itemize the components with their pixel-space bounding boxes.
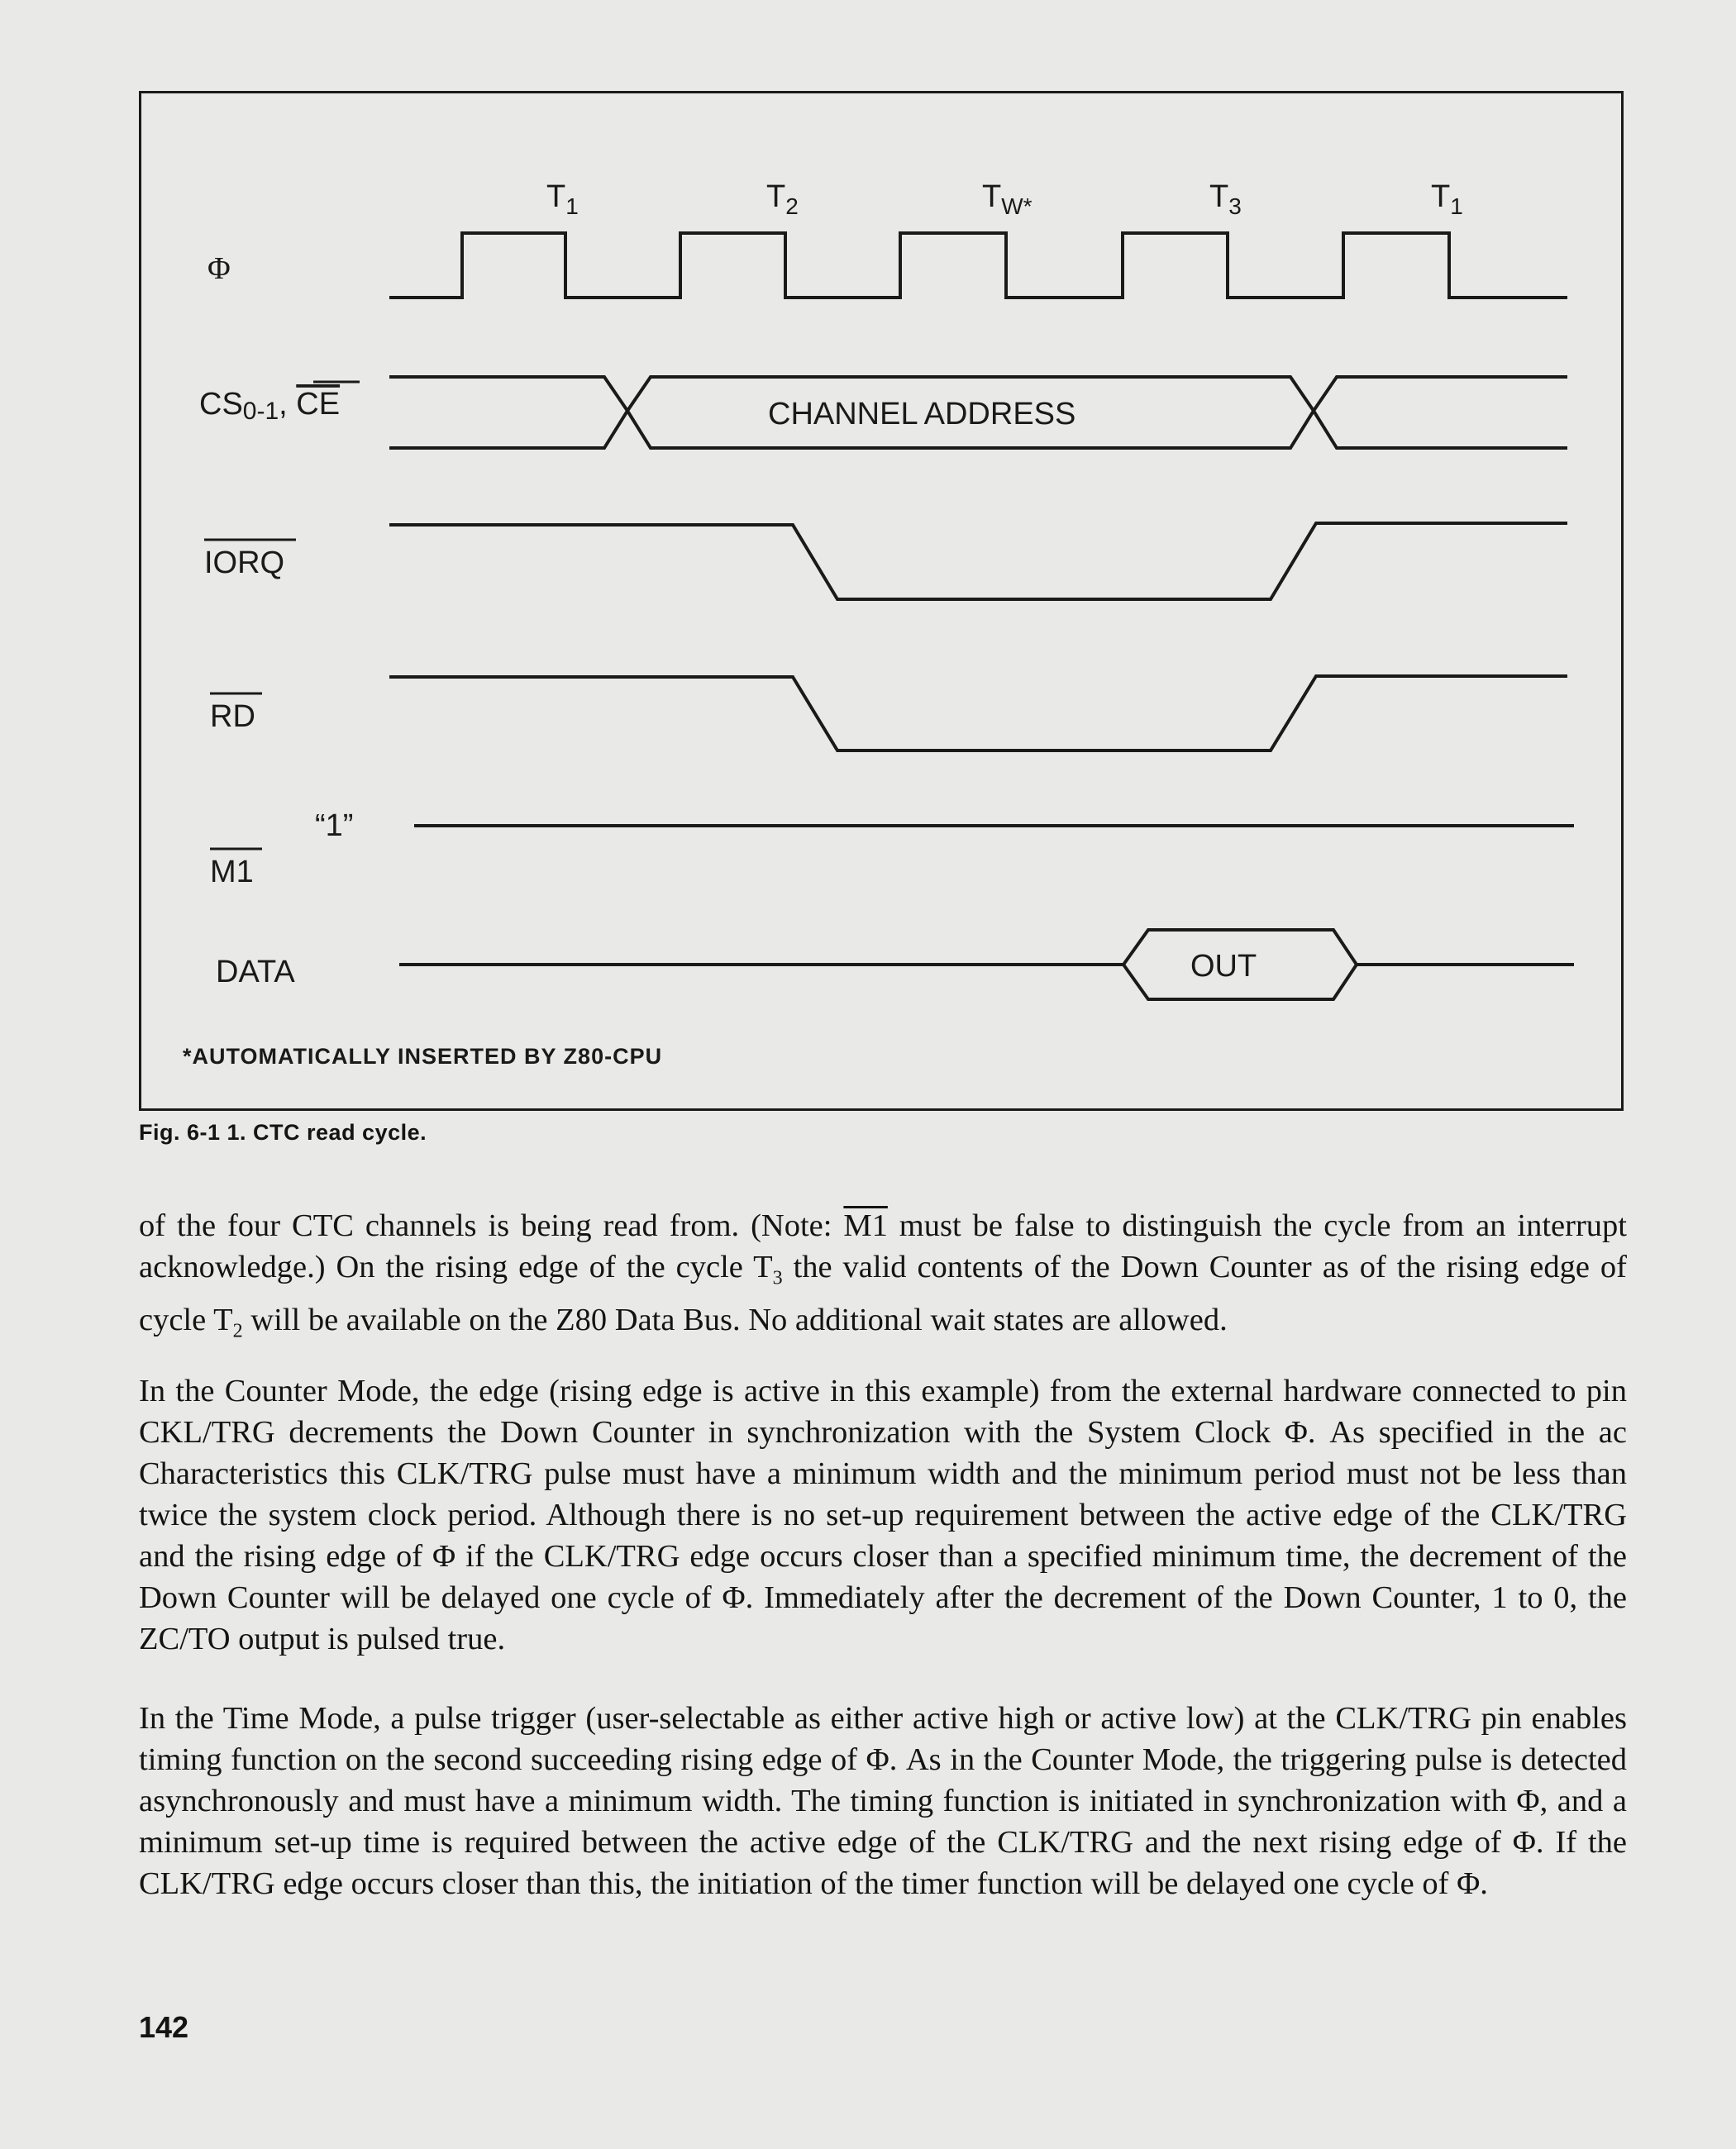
channel-address-label: CHANNEL ADDRESS	[768, 397, 1076, 431]
clock-label-t3: $T_3$	[1209, 179, 1242, 219]
page-number: 142	[139, 2010, 189, 2044]
m1-inline: M1	[843, 1208, 888, 1243]
clock-waveform	[389, 233, 1567, 298]
signal-label-m1: M1	[210, 855, 254, 889]
m1-level-label: “1”	[315, 808, 354, 843]
data-waveform	[399, 930, 1574, 965]
rd-waveform	[389, 676, 1567, 750]
clock-label-t1: $T_1$	[546, 179, 579, 219]
signal-label-cs-ce: CS0-1, CE	[199, 387, 341, 425]
clock-label-t2: $T_2$	[766, 179, 799, 219]
iorq-waveform	[389, 523, 1567, 599]
footnote: *AUTOMATICALLY INSERTED BY Z80-CPU	[183, 1044, 663, 1069]
clock-label-t1-next: $T_1$	[1431, 179, 1463, 219]
signal-label-iorq: IORQ	[204, 546, 285, 580]
body-paragraph-2: In the Counter Mode, the edge (rising edge is active in this example) from the external hardware connected to pin CKL/TRG decrements the Down Counter in synchronization with the System Clock Φ. As specified in the ac Characteristics this CLK/TRG pulse must have a minimum width and the minimum period must not be less than twice the system clock period. Although there is no set-up requirement between the active edge of the CLK/TRG and the rising edge of Φ if the CLK/TRG edge occurs closer than a specified minimum time, the decrement of the Down Counter will be delayed one cycle of Φ. Immediately after the decrement of the Down Counter, 1 to 0, the ZC/TO output is pulsed true.	[139, 1374, 1627, 1656]
figure-caption: Fig. 6-1 1. CTC read cycle.	[139, 1120, 427, 1145]
body-paragraph-3: In the Time Mode, a pulse trigger (user-selectable as either active high or active low) at the CLK/TRG pin enables timing function on the second succeeding rising edge of Φ. As in the Counter Mode, the triggering pulse is detected asynchronously and must have a minimum width. The timing function is initiated in synchronization with Φ, and a minimum set-up time is required between the active edge of the CLK/TRG and the next rising edge of Φ. If the CLK/TRG edge occurs closer than this, the initiation of the timer function will be delayed one cycle of Φ.	[139, 1701, 1627, 1901]
clock-label-tw: $T_{W*}$	[982, 179, 1033, 219]
signal-label-phi: Φ	[207, 251, 231, 286]
signal-label-data: DATA	[216, 955, 295, 989]
data-out-label: OUT	[1190, 949, 1257, 984]
signal-label-rd: RD	[210, 699, 255, 734]
timing-diagram-figure	[139, 91, 1624, 1111]
body-paragraph-1: of the four CTC channels is being read from. (Note: M1 must be false to distinguish the cycle from an interrupt acknowledge.) On the rising edge of the cycle $T_3$ the valid contents of the Down Counter as of the rising edge of cycle $T_2$ will be available on the Z80 Data Bus. No additional wait states are allowed.	[139, 1208, 1627, 1342]
timing-diagram	[141, 93, 1621, 1108]
